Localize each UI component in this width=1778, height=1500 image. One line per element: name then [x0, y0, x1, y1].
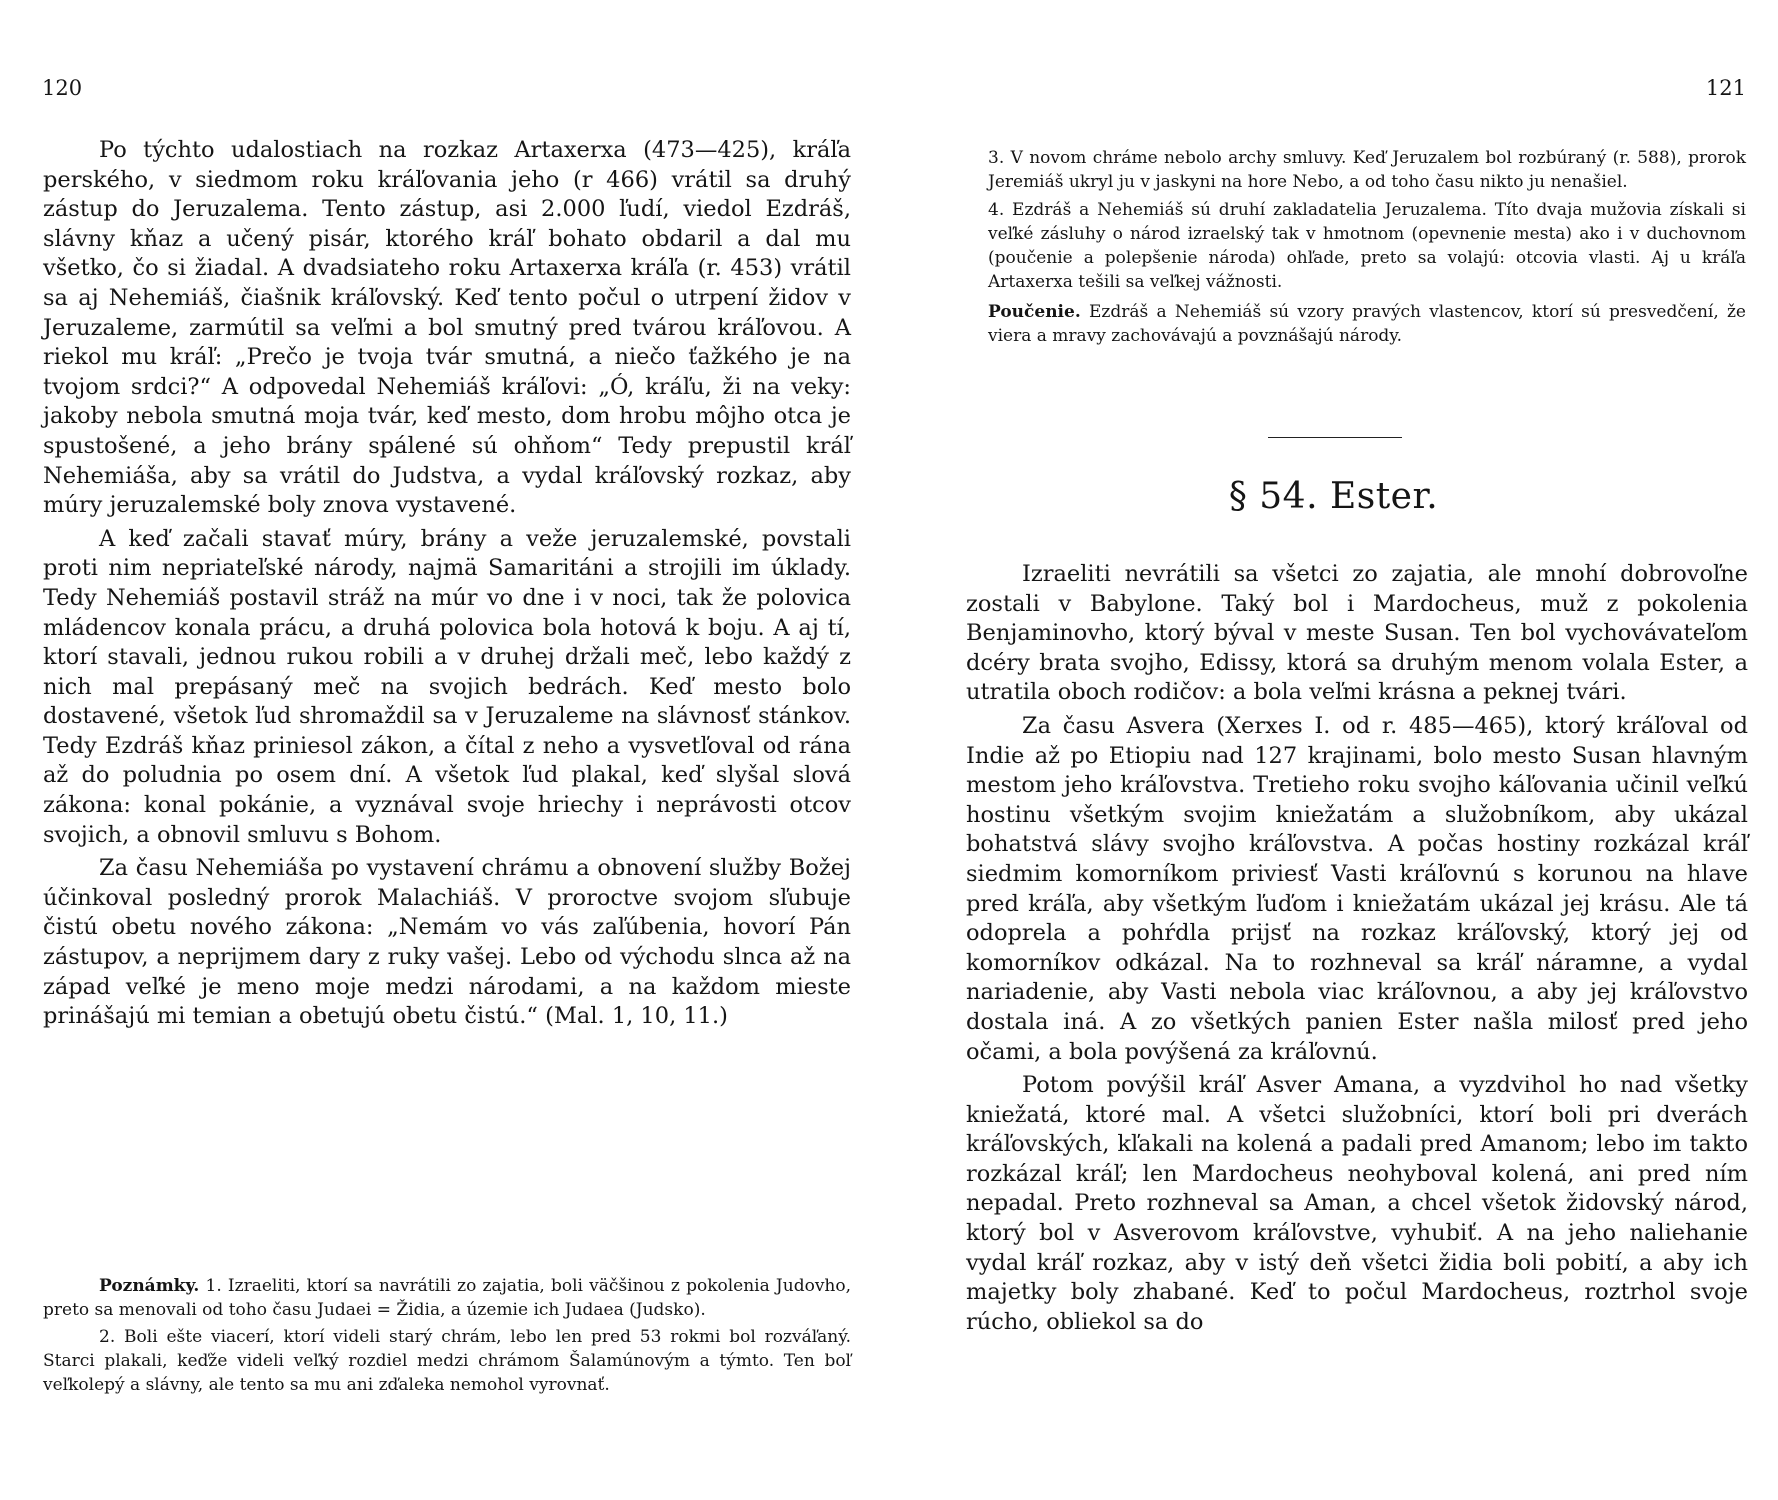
paragraph: Za času Asvera (Xerxes I. od r. 485—465), ktorý kráľoval od Indie až po Etiopiu nad 127 krajinami, bolo mesto Susan hlavným mestom jeho kráľovstva. Tretieho roku svojho káľovania učinil veľkú hostinu všetkým svojim kniežatám a služobníkom, aby ukázal bohatstvá slávy svojho kráľovstva. A počas hostiny rozkázal kráľ siedmim komorníkom priviesť Vasti kráľovnú s korunou na hlave pred kráľa, aby všetkým ľuďom i kniežatám ukázal jej krásu. Ale tá odoprela a pohŕdla prijsť na rozkaz kráľovský, ktorý jej od komorníkov odkázal. Na to rozhneval sa kráľ náramne, a vydal nariadenie, aby Vasti nebola viac kráľovnou, a aby jej kráľovstvo dostala iná. A zo všetkých panien Ester našla milosť pred jeho očami, a bola povýšená za kráľovnú.	[966, 712, 1748, 1065]
note	[43, 1274, 851, 1322]
note-text: 1. Izraeliti, ktorí sa navrátili zo zajatia, boli väčšinou z pokolenia Judovho, preto sa menovali od toho času Judaei = Židia, a územie ich Judaea (Judsko).	[43, 1276, 852, 1320]
paragraph: A keď začali stavať múry, brány a veže jeruzalemské, povstali proti nim nepriateľské národy, najmä Samaritáni a strojili im úklady. Tedy Nehemiáš postavil stráž na múr vo dne i v noci, tak že polovica mládencov konala prácu, a druhá polovica bola hotová k boju. A aj tí, ktorí stavali, jednou rukou robili a v druhej držali meč, lebo každý z nich mal prepásaný meč na svojich bedrách. Keď mesto bolo dostavené, všetok ľud shromaždil sa v Jeruzaleme na slávnosť stánkov. Tedy Ezdráš kňaz priniesol zákon, a čítal z neho a vysvetľoval od rána až do poludnia po osem dní. A všetok ľud plakal, keď slyšal slová zákona: konal pokánie, a vyznával svoje hriechy i neprávosti otcov svojich, a obnovil smluvu s Bohom.	[43, 525, 851, 848]
footnotes-continued	[988, 146, 1746, 352]
page-number: 121	[1705, 76, 1746, 100]
paragraph: Za času Nehemiáša po vystavení chrámu a obnovení služby Božej účinkoval posledný prorok Malachiáš. V proroctve svojom sľubuje čistú obetu nového zákona: „Nemám vo vás zaľúbenia, hovorí Pán zástupov, a neprijmem dary z ruky vašej. Lebo od východu slnca až na západ veľké je meno moje medzi národami, a na každom mieste prinášajú mi temian a obetujú obetu čistú.“ (Mal. 1, 10, 11.)	[43, 855, 851, 1030]
main-text	[43, 136, 851, 1036]
notes-label: Poznámky.	[99, 1276, 200, 1296]
footnotes	[43, 1274, 851, 1400]
lesson	[988, 300, 1746, 348]
note: 4. Ezdráš a Nehemiáš sú druhí zakladatelia Jeruzalema. Títo dvaja mužovia získali si veľké zásluhy o národ izraelský tak v hmotnom (opevnenie mesta) ako i v duchovnom (poučenie a polepšenie národa) ohľade, preto sa volajú: otcovia vlasti. Aj u kráľa Artaxerxa tešili sa veľkej vážnosti.	[988, 200, 1746, 292]
lesson-text: Ezdráš a Nehemiáš sú vzory pravých vlastencov, ktorí sú presvedčení, že viera a mravy zachovávajú a povznášajú národy.	[988, 302, 1746, 346]
paragraph: Potom povýšil kráľ Asver Amana, a vyzdvihol ho nad všetky kniežatá, ktoré mal. A všetci služobníci, ktorí boli pri dverách kráľovských, kľakali na kolená a padali pred Amanom; lebo im takto rozkázal kráľ; len Mardocheus neohyboval kolená, ani pred ním nepadal. Preto rozhneval sa Aman, a chcel všetok židovský národ, ktorý bol v Asverovom kráľovstve, vyhubiť. A na jeho naliehanie vydal kráľ rozkaz, aby v istý deň všetci židia boli pobití, a aby ich majetky boly zhabané. Keď to počul Mardocheus, roztrhol svoje rúcho, obliekol sa do	[966, 1072, 1748, 1335]
section-heading: § 54. Ester.	[1228, 476, 1439, 517]
paragraph: Izraeliti nevrátili sa všetci zo zajatia, ale mnohí dobrovoľne zostali v Babylone. Taký bol i Mardocheus, muž z pokolenia Benjaminovho, ktorý býval v meste Susan. Ten bol vychovávateľom dcéry brata svojho, Edissy, ktorá sa druhým menom volala Ester, a utratila oboch rodičov: a bola veľmi krásna a peknej tvári.	[966, 561, 1748, 706]
lesson-label: Poučenie.	[988, 302, 1081, 322]
page-number: 120	[42, 76, 83, 100]
note: 2. Boli ešte viacerí, ktorí videli starý chrám, lebo len pred 53 rokmi bol rozváľaný. Starci plakali, keďže videli veľký rozdiel medzi chrámom Šalamúnovým a týmto. Ten boľ veľkolepý a slávny, ale tento sa mu ani zďaleka nemohol vyrovnať.	[43, 1327, 851, 1395]
paragraph: Po týchto udalostiach na rozkaz Artaxerxa (473—425), kráľa perského, v siedmom roku kráľovania jeho (r 466) vrátil sa druhý zástup do Jeruzalema. Tento zástup, asi 2.000 ľudí, viedol Ezdráš, slávny kňaz a učený pisár, ktorého kráľ bohato obdaril a dal mu všetko, čo si žiadal. A dvadsiateho roku Artaxerxa kráľa (r. 453) vrátil sa aj Nehemiáš, čiašnik kráľovský. Keď tento počul o utrpení židov v Jeruzaleme, zarmútil sa veľmi a bol smutný pred tvárou kráľovou. A riekol mu kráľ: „Prečo je tvoja tvár smutná, a niečo ťažkého je na tvojom srdci?“ A odpovedal Nehemiáš kráľovi: „Ó, kráľu, ži na veky: jakoby nebola smutná moja tvár, keď mesto, dom hrobu môjho otca je spustošené, a jeho brány spálené sú ohňom“ Tedy prepustil kráľ Nehemiáša, aby sa vrátil do Judstva, a vydal kráľovský rozkaz, aby múry jeruzalemské boly znova vystavené.	[43, 137, 851, 519]
note: 3. V novom chráme nebolo archy smluvy. Keď Jeruzalem bol rozbúraný (r. 588), prorok Jeremiáš ukryl ju v jaskyni na hore Nebo, a od toho času nikto ju nenašiel.	[988, 148, 1746, 192]
divider	[1268, 437, 1402, 438]
